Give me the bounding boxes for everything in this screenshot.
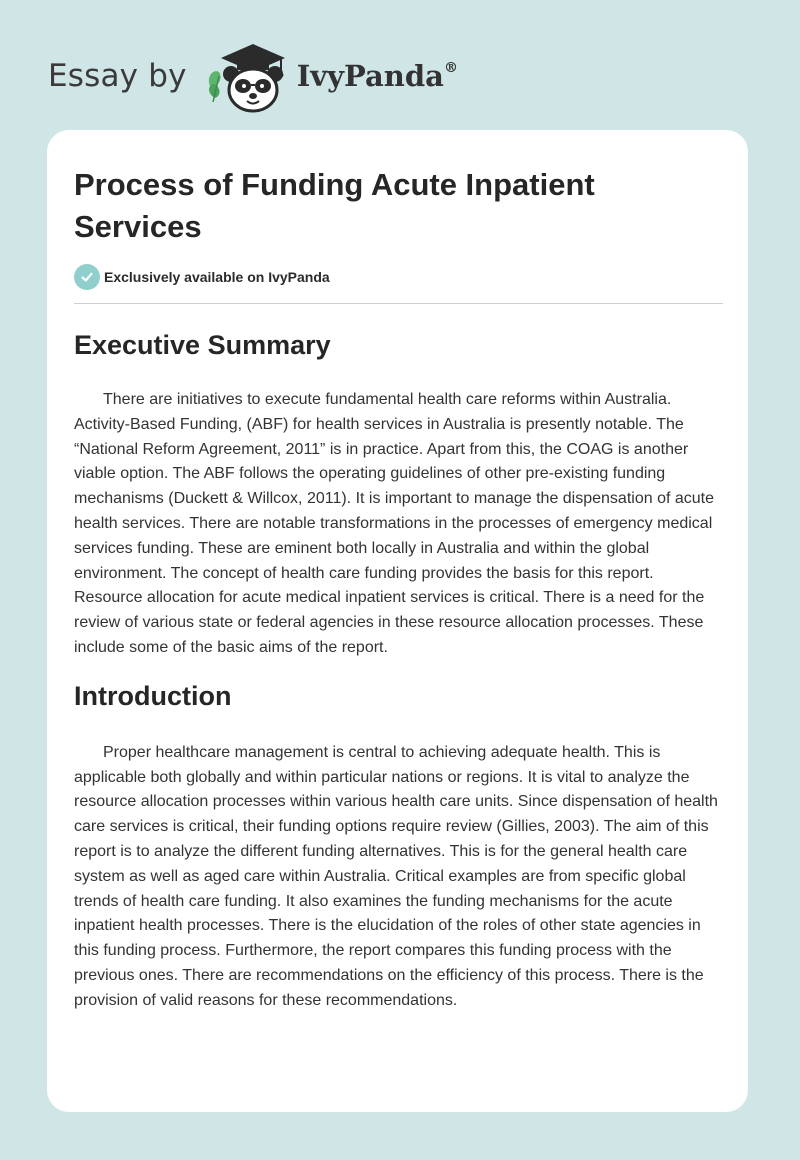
section-body-introduction: Proper healthcare management is central to achieving adequate health. This is applicable both globally and within particular nations or regions. It is vital to analyze the resource allocation processes within various health care units. Since dispensation of health care services is critical, their funding options require review (Gillies, 2003). The aim of this report is to analyze the different funding alternatives. This is for the general health care system as well as aged care within Australia. Critical examples are from specific global trends of health care funding. It also examines the funding mechanisms for the acute inpatient health processes. There is the elucidation of the roles of other state agencies in this funding process. Furthermore, the report compares this funding process with the previous ones. There are recommendations on the efficiency of this process. There is the provision of valid reasons for these recommendations. (74, 743, 718, 1009)
panda-logo-icon[interactable] (203, 38, 291, 114)
divider (74, 303, 723, 304)
brand-name[interactable]: IvyPanda® (296, 59, 458, 93)
exclusive-badge-label: Exclusively available on IvyPanda (104, 269, 330, 285)
essay-by-label: Essay by (48, 58, 187, 94)
site-header (48, 36, 458, 116)
article-content (74, 164, 724, 1014)
article-card (47, 130, 748, 1112)
page-title: Process of Funding Acute Inpatient Services (74, 167, 595, 244)
exclusive-badge (74, 264, 724, 290)
section-heading-introduction: Introduction (74, 680, 232, 711)
section-heading-executive-summary: Executive Summary (74, 330, 331, 360)
check-circle-icon (74, 264, 100, 290)
section-body-executive-summary: There are initiatives to execute fundamental health care reforms within Australia. Activity-Based Funding, (ABF) for health services in Australia is presently notable. The “National Reform Agreement, 2011” is in practice. Apart from this, the COAG is another viable option. The ABF follows the operating guidelines of other pre-existing funding mechanisms (Duckett & Willcox, 2011). It is important to manage the dispensation of acute health services. There are notable transformations in the processes of emergency medical services funding. These are eminent both locally in Australia and within the global environment. The concept of health care funding provides the basis for this report. Resource allocation for acute medical inpatient services is critical. There is a need for the review of various state or federal agencies in these resource allocation processes. These include some of the basic aims of the report. (74, 391, 714, 656)
